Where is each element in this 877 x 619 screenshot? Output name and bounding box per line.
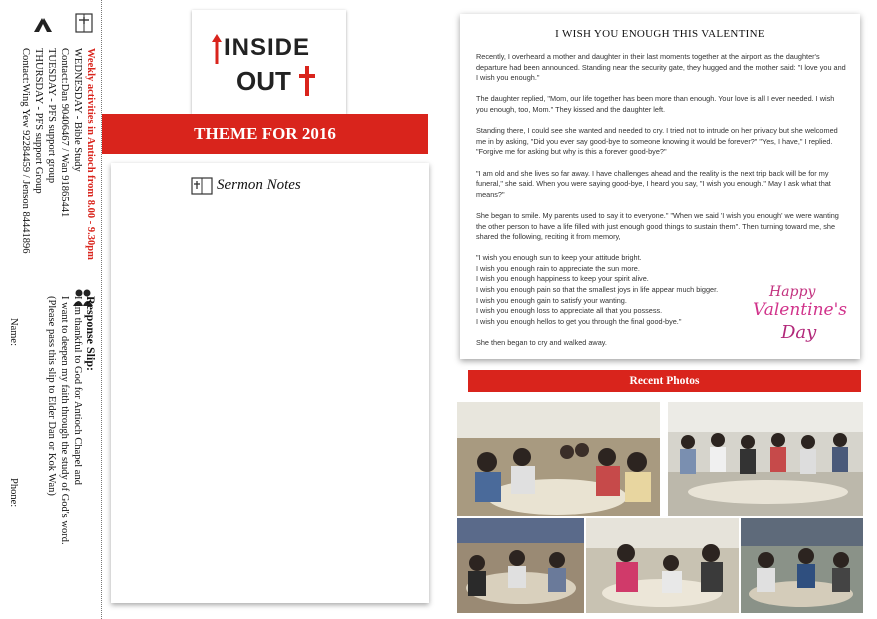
wednesday-activity: WEDNESDAY - Bible Study <box>72 48 83 172</box>
wednesday-contact: Contact:Dan 90406467 / Wan 91865441 <box>59 48 70 218</box>
recent-photos-banner: Recent Photos <box>468 370 861 392</box>
name-field-wrap <box>7 318 20 346</box>
theme-banner: THEME FOR 2016 <box>102 114 428 154</box>
logo-line-2: OUT <box>236 66 291 96</box>
logo-line-1: INSIDE <box>224 34 311 61</box>
photo-group-dinner-1 <box>457 402 660 516</box>
poem-line: I wish you enough loss to appreciate all that you possess. <box>476 306 663 316</box>
response-slip <box>45 296 97 545</box>
photo-group-dinner-2 <box>668 402 863 516</box>
article-paragraph: Recently, I overheard a mother and daughter in their last moments together at the airport as the daughter's departure had been announced. Standing near the security gate, they hugged and the mother said: "I love you and I wish you enough." <box>476 52 846 83</box>
bible-icon <box>191 177 213 195</box>
article-paragraph: She began to smile. My parents used to say it to everyone." "When we said 'I wish you enough' we were wanting the other person to have a life filled with just enough good things to sustain them". Then turning toward me, she shared the following, reciting it from memory, <box>476 210 839 242</box>
phone-field-wrap <box>7 478 20 507</box>
poem-line: I wish you enough happiness to keep your spirit alive. <box>476 274 649 284</box>
response-title: Response Slip: <box>84 296 98 372</box>
poem-line: I wish you enough gain to satisfy your wanting. <box>476 295 627 305</box>
up-arrow-icon <box>212 34 222 64</box>
cross-icon <box>298 66 316 96</box>
tuesday-activity: TUESDAY - PFS support group <box>46 48 57 184</box>
weekly-heading: Weekly activities in Antioch from 8.00 - 9.30pm <box>85 48 96 260</box>
valentine-line-1: Happy <box>769 284 816 300</box>
happy-valentines-day-art <box>753 284 845 350</box>
poem-line: I wish you enough rain to appreciate the sun more. <box>476 263 640 273</box>
article-closing: She then began to cry and walked away. <box>476 338 607 348</box>
phone-label: Phone: <box>8 478 19 508</box>
response-line-2: I want to deepen my faith through the study of God's word. <box>59 296 70 545</box>
weekly-activities <box>19 48 97 260</box>
photo-dinner-table-3 <box>741 518 863 613</box>
thursday-activity: THURSDAY - PFS support Group <box>33 48 44 194</box>
valentine-article <box>460 14 860 359</box>
article-title: I WISH YOU ENOUGH THIS VALENTINE <box>555 28 765 40</box>
article-paragraph: "I am old and she lives so far away. I have challenges ahead and the reality is the next trip back will be for my funeral," she said. When you were saying good-bye, I heard you say, "I wish you enough." May I ask what that means?" <box>476 168 831 199</box>
response-line-3: (Please pass this slip to Elder Dan or Kok Wan) <box>46 296 57 496</box>
book-icon <box>74 12 94 34</box>
photo-dinner-table-1 <box>457 518 584 613</box>
poem-line: I wish you enough hellos to get you through the final good-bye." <box>476 316 682 326</box>
photo-dinner-table-2 <box>586 518 739 613</box>
article-paragraph: Standing there, I could see she wanted and needed to cry. I tried not to intrude on her privacy but she welcomed me in by asking, "Did you ever say good-bye to someone knowing it would be forever?" "Yes, I have," I replied. "Forgive me for asking but why is this a forever good-bye?" <box>476 126 838 157</box>
fold-line <box>101 0 102 619</box>
sermon-notes-title: Sermon Notes <box>217 177 301 193</box>
valentine-line-2: Valentine's <box>753 300 847 320</box>
article-paragraph: The daughter replied, "Mom, our life together has been more than enough. Your love is all I ever needed. I wish you enough, too, Mom." They kissed and the daughter left. <box>476 94 835 114</box>
response-line-1: I am thankful to God for Antioch Chapel and <box>72 296 83 485</box>
valentine-line-3: Day <box>781 322 817 343</box>
thursday-contact: Contact:Wing Yew 92284459 / Jenson 84441896 <box>20 48 31 254</box>
sermon-notes-panel <box>111 163 429 603</box>
poem-line: I wish you enough pain so that the smallest joys in life appear much bigger. <box>476 285 719 295</box>
inside-out-logo <box>192 10 346 114</box>
name-label: Name: <box>8 318 19 346</box>
poem-line: "I wish you enough sun to keep your attitude bright. <box>476 253 642 263</box>
praying-hands-icon <box>30 12 56 36</box>
